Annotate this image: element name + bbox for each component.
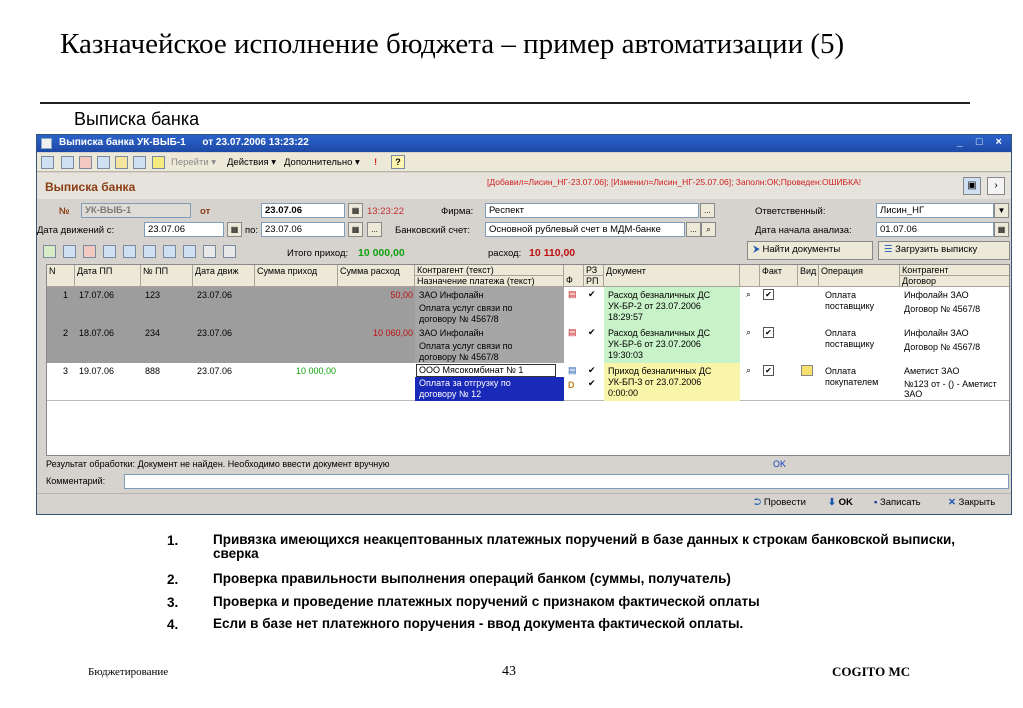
comment-label: Комментарий: [46,476,106,486]
cell-contract: №123 от - () - Аметист ЗАО [904,379,997,399]
alert-icon[interactable]: ! [374,157,378,168]
cell-sum-out: 10 060,00 [372,328,413,338]
post-button[interactable]: ⮊ Провести [754,497,806,508]
cell-operation: покупателем [825,377,879,387]
income-label: Итого приход: [287,248,349,259]
fact-checkbox[interactable]: ✔ [763,327,774,338]
edit-icon[interactable] [97,156,110,169]
calendar-icon[interactable]: ▦ [994,222,1009,237]
cell-document[interactable]: УК-БР-6 от 23.07.2006 [608,339,701,349]
cell-operation: поставщику [825,301,875,311]
cell-num-pp: 234 [145,328,161,338]
cell-operation: Оплата [825,366,856,376]
operation-type-icon[interactable] [801,365,813,376]
goto-menu[interactable]: Перейти ▾ [171,157,217,168]
sort-desc-icon[interactable] [163,245,176,258]
audit-info: [Добавил=Лисин_НГ-23.07.06]; [Изменил=Лисин_НГ-25.07.06]; Заполн:ОК;Проведен:ОШИБКА! [487,177,862,187]
cell-operation: поставщику [825,339,875,349]
post-icon: ⮊ [754,497,762,508]
cell-purpose[interactable]: договору № 12 [419,389,482,399]
sort-asc-icon[interactable] [143,245,156,258]
ok-icon: ⬇ [828,497,836,508]
calendar-icon[interactable]: ▦ [348,222,363,237]
cell-document[interactable]: 0:00:00 [608,388,639,398]
cell-document[interactable]: Расход безналичных ДС [608,328,711,338]
cell-purpose: договору № 4567/8 [419,352,499,362]
from-label: от [200,206,211,217]
period-select-button[interactable]: ... [367,222,382,237]
link-doc-icon[interactable]: D [568,380,575,390]
bank-statement-window [36,134,1012,515]
cell-sum-out: 50,00 [390,290,413,300]
arrow-down-icon[interactable] [123,245,136,258]
cell-date-pp: 18.07.06 [79,328,115,338]
account-field[interactable]: Основной рублевый счет в МДМ-банке [485,222,685,237]
expense-label: расход: [488,248,522,259]
cell-date-move: 23.07.06 [197,290,233,300]
cell-document[interactable]: Расход безналичных ДС [608,290,711,300]
cell-purpose: договору № 4567/8 [419,314,499,324]
copy-row-icon[interactable] [63,245,76,258]
col-contractor2[interactable]: Контрагент [900,265,1010,276]
clear-filter-icon[interactable] [223,245,236,258]
list-icon[interactable] [152,156,165,169]
search-icon[interactable]: ⌕ [701,222,716,237]
filter-icon[interactable] [115,156,128,169]
list-item-number: 4. [167,617,179,632]
doc-type-icon[interactable]: ▤ [568,327,577,337]
list-item-number: 1. [167,533,179,548]
toolbar [37,153,1011,172]
save-icon: ▪ [874,497,878,508]
fact-checkbox[interactable]: ✔ [763,365,774,376]
account-select-button[interactable]: ... [686,222,701,237]
cell-document[interactable]: УК-БП-3 от 23.07.2006 [608,377,702,387]
chevron-down-icon[interactable]: ▼ [994,203,1009,218]
help-button[interactable]: ? [391,155,405,169]
list-item-number: 3. [167,595,179,610]
table-row[interactable] [47,363,1010,401]
responsible-label: Ответственный: [755,206,826,217]
search-icon[interactable]: ⌕ [746,289,752,299]
cell-n: 1 [63,290,69,300]
add-row-icon[interactable] [43,245,56,258]
slide-subtitle: Выписка банка [74,109,200,129]
col-date-move[interactable]: Дата движ [193,265,255,287]
cell-operation: Оплата [825,328,856,338]
responsible-field[interactable]: Лисин_НГ [876,203,994,218]
cell-n: 2 [63,328,69,338]
slide-title: Казначейское исполнение бюджета – пример автоматизации (5) [60,28,845,60]
number-field[interactable]: УК-ВЫБ-1 [81,203,191,218]
analysis-date-label: Дата начала анализа: [755,225,852,236]
comment-row [46,474,1010,489]
table-row[interactable] [47,287,1010,325]
cell-sum-in: 10 000,00 [295,366,336,376]
comment-input[interactable] [124,474,1009,489]
col-num-pp[interactable]: № ПП [141,265,193,287]
cell-purpose[interactable]: Оплата за отгрузку по [419,378,511,388]
col-rp[interactable]: РП [584,276,604,287]
col-search[interactable] [740,265,760,287]
check-icon: ✔ [588,365,596,375]
delete-row-icon[interactable] [83,245,96,258]
cell-document[interactable]: УК-БР-2 от 23.07.2006 [608,301,701,311]
close-button[interactable]: ✕ Закрыть [948,497,996,508]
cell-contractor: ЗАО Инфолайн [419,290,484,300]
cell-contractor[interactable]: ООО Мясокомбинат № 1 [416,364,556,377]
cell-num-pp: 888 [145,366,161,376]
check-icon: ✔ [588,378,596,388]
filter-icon[interactable] [203,245,216,258]
cell-contractor2: Инфолайн ЗАО [904,290,969,300]
window-titlebar[interactable] [37,135,1011,152]
close-icon: ✕ [948,497,956,508]
arrow-up-icon[interactable] [103,245,116,258]
cell-contract: Договор № 4567/8 [904,342,981,352]
col-rz[interactable]: РЗ [584,265,604,276]
analysis-date-field[interactable]: 01.07.06 [876,222,994,237]
cell-document[interactable]: 19:30:03 [608,350,644,360]
load-statement-button[interactable]: ☰ Загрузить выписку [878,241,1010,260]
date-field[interactable]: 23.07.06 [261,203,345,218]
account-label: Банковский счет: [395,225,470,236]
table-icon[interactable] [183,245,196,258]
cell-operation: Оплата [825,290,856,300]
bottom-toolbar [37,493,1011,515]
cell-num-pp: 123 [145,290,161,300]
cell-purpose: Оплата услуг связи по [419,303,513,313]
list-item-text: Проверка и проведение платежных поручений с признаком фактической оплаты [213,594,760,609]
window-title: Выписка банка УК-ВЫБ-1 от 23.07.2006 13:23:22 [59,137,309,148]
check-icon: ✔ [588,327,596,337]
table-row[interactable] [47,325,1010,363]
list-item-number: 2. [167,572,179,587]
list-item-text: Привязка имеющихся неакцептованных платежных поручений в базе данных к строкам банковской выписки, сверка [213,532,956,561]
new-icon[interactable] [41,156,54,169]
firm-field[interactable]: Респект [485,203,699,218]
cell-contractor: ЗАО Инфолайн [419,328,484,338]
search-icon[interactable]: ⌕ [746,327,752,337]
calendar-icon[interactable]: ▦ [227,222,242,237]
tree-icon[interactable] [133,156,146,169]
search-doc-icon: ⮞ [753,244,763,255]
check-icon: ✔ [588,289,596,299]
cell-purpose: Оплата услуг связи по [419,341,513,351]
footer-left: Бюджетирование [88,666,169,678]
statement-table [46,264,1010,456]
doc-type-icon[interactable]: ▤ [568,289,577,299]
period-to-label: по: [245,225,259,236]
col-purpose[interactable]: Назначение платежа (текст) [415,276,564,287]
cell-contractor2: Инфолайн ЗАО [904,328,969,338]
number-label: № [59,206,70,217]
list-item-text: Проверка правильности выполнения операций банком (суммы, получатель) [213,571,731,586]
firm-select-button[interactable]: ... [700,203,715,218]
search-icon[interactable]: ⌕ [746,365,752,375]
col-n[interactable]: N [47,265,75,287]
col-fact[interactable]: Факт [760,265,798,287]
period-from-label: Дата движений с: [37,225,115,236]
col-vid[interactable]: Вид [798,265,819,287]
cell-date-pp: 19.07.06 [79,366,115,376]
doc-type-icon[interactable]: ▤ [568,365,577,375]
next-icon[interactable]: › [987,177,1005,195]
delete-icon[interactable] [79,156,92,169]
document-icon [41,138,52,149]
cell-date-move: 23.07.06 [197,328,233,338]
fact-checkbox[interactable]: ✔ [763,289,774,300]
col-contract[interactable]: Договор [900,276,1010,287]
form-title: Выписка банка [45,180,136,194]
income-total: 10 000,00 [358,247,405,259]
col-f[interactable]: Ф [564,265,584,287]
time-text: 13:23:22 [367,206,404,217]
period-to-field[interactable]: 23.07.06 [261,222,345,237]
cell-contractor2: Аметист ЗАО [904,366,960,376]
expense-total: 10 110,00 [529,247,576,259]
window-controls[interactable]: _ □ × [956,136,1007,148]
col-date-pp[interactable]: Дата ПП [75,265,141,287]
col-contractor[interactable]: Контрагент (текст) [415,265,564,276]
status-line [46,459,1010,472]
attach-button[interactable]: ▣ [963,177,981,195]
cell-document[interactable]: 18:29:57 [608,312,644,322]
title-divider [40,102,970,104]
cell-n: 3 [63,366,69,376]
actions-menu[interactable]: Действия ▾ [227,157,277,168]
footer-brand: COGITO MC [832,664,911,679]
firm-label: Фирма: [441,206,474,217]
cell-contract: Договор № 4567/8 [904,304,981,314]
page-number: 43 [502,664,516,679]
col-sum-in[interactable]: Сумма приход [255,265,338,287]
cell-date-move: 23.07.06 [197,366,233,376]
list-icon: ☰ [884,244,896,255]
list-item-text: Если в базе нет платежного поручения - ввод документа фактической оплаты. [213,616,744,631]
col-sum-out[interactable]: Сумма расход [338,265,415,287]
calendar-icon[interactable]: ▦ [348,203,363,218]
ok-button[interactable]: ⬇ OK [828,497,853,508]
col-operation[interactable]: Операция [819,265,900,287]
period-from-field[interactable]: 23.07.06 [144,222,224,237]
cell-date-pp: 17.07.06 [79,290,115,300]
form-header [37,173,1011,199]
save-button[interactable]: ▪ Записать [874,497,921,508]
cell-document[interactable]: Приход безналичных ДС [608,366,712,376]
col-document[interactable]: Документ [604,265,740,287]
extra-menu[interactable]: Дополнительно ▾ [284,157,360,168]
status-text: Результат обработки: Документ не найден. Необходимо ввести документ вручную [46,459,390,469]
copy-icon[interactable] [61,156,74,169]
status-ok: OK [773,459,787,469]
find-documents-button[interactable]: ⮞ Найти документы [747,241,873,260]
